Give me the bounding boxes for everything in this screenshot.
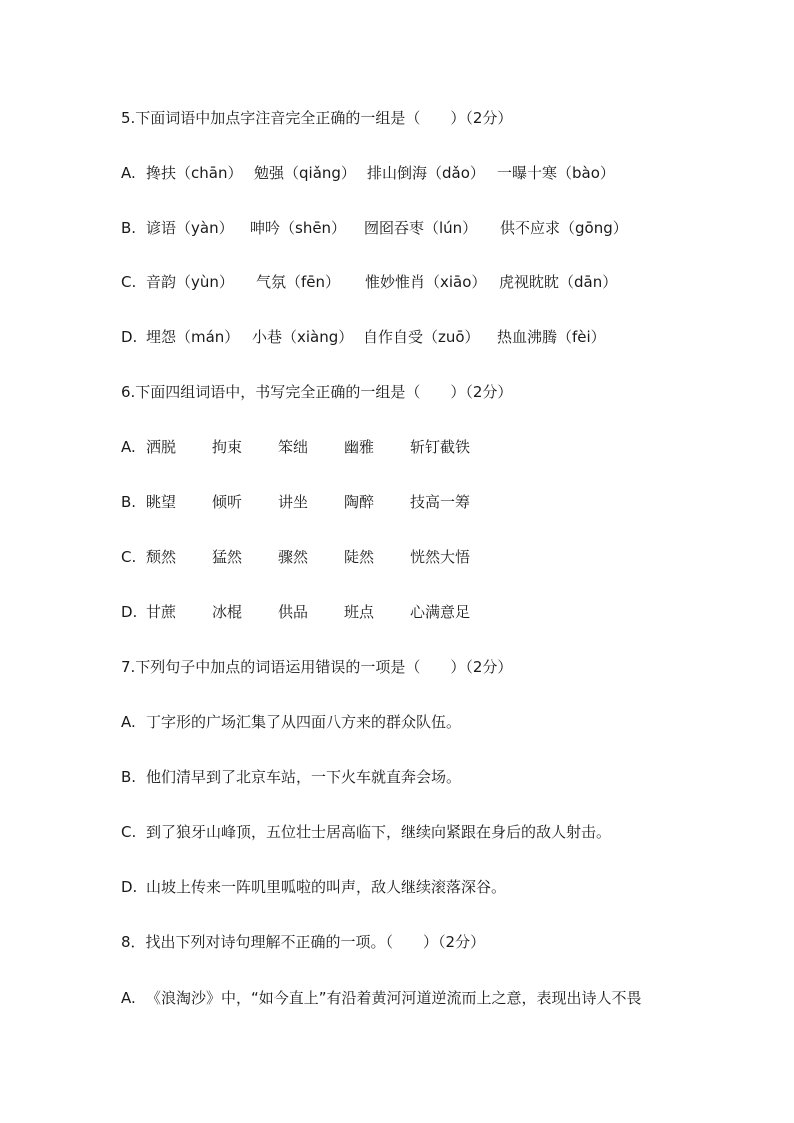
option-word: 气氛（fēn） (256, 273, 341, 291)
option-word: 拘束 (212, 438, 243, 456)
option-word: 勉强（qiǎng） (254, 164, 356, 182)
option-letter: B. (121, 768, 137, 786)
option-word: 虎视眈眈（dān） (499, 273, 618, 291)
question-8-stem: 8．找出下列对诗句理解不正确的一项。（ ）（2分） (121, 933, 486, 951)
option-sentence: 到了狼牙山峰顶，五位壮士居高临下，继续向紧跟在身后的敌人射击。 (146, 823, 612, 841)
option-letter: A. (121, 438, 136, 456)
option-word: 骤然 (278, 548, 309, 566)
option-word: 谚语（yàn） (146, 219, 234, 237)
question-6-stem: 6.下面四组词语中，书写完全正确的一组是（ ）（2分） (121, 383, 513, 401)
option-letter: A. (121, 989, 136, 1007)
option-word: 热血沸腾（fèi） (497, 328, 606, 346)
option-letter: D. (121, 878, 138, 896)
option-letter: A. (121, 164, 136, 182)
option-word: 倾听 (212, 493, 243, 511)
option-letter: C. (121, 273, 137, 291)
option-word: 眺望 (146, 493, 177, 511)
option-letter: B. (121, 219, 137, 237)
option-sentence: 他们清早到了北京车站，一下火车就直奔会场。 (146, 768, 462, 786)
option-word: 呻吟（shēn） (250, 219, 347, 237)
option-word: 猛然 (212, 548, 243, 566)
option-word: 陡然 (344, 548, 375, 566)
option-word: 供品 (278, 603, 309, 621)
option-word: 技高一筹 (410, 493, 471, 511)
option-word: 洒脱 (146, 438, 177, 456)
option-word: 陶醉 (344, 493, 375, 511)
option-word: 排山倒海（dǎo） (367, 164, 485, 182)
option-word: 搀扶（chān） (146, 164, 243, 182)
option-word: 甘蔗 (146, 603, 177, 621)
option-word: 颓然 (146, 548, 177, 566)
option-letter: A. (121, 713, 136, 731)
option-word: 囫囵吞枣（lún） (364, 219, 478, 237)
question-5-stem: 5.下面词语中加点字注音完全正确的一组是（ ）（2分） (121, 109, 513, 127)
option-letter: D. (121, 603, 138, 621)
option-word: 讲坐 (278, 493, 309, 511)
option-word: 音韵（yùn） (146, 273, 234, 291)
option-word: 惟妙惟肖（xiāo） (365, 273, 487, 291)
option-letter: B. (121, 493, 137, 511)
option-word: 幽雅 (344, 438, 375, 456)
option-word: 自作自受（zuō） (363, 328, 480, 346)
option-word: 埋怨（mán） (146, 328, 240, 346)
option-letter: C. (121, 548, 137, 566)
option-word: 心满意足 (410, 603, 471, 621)
option-word: 恍然大悟 (410, 548, 471, 566)
option-word: 斩钉截铁 (410, 438, 471, 456)
option-word: 笨绌 (278, 438, 309, 456)
option-word: 一曝十寒（bào） (497, 164, 615, 182)
question-7-stem: 7.下列句子中加点的词语运用错误的一项是（ ）（2分） (121, 658, 513, 676)
option-sentence: 山坡上传来一阵叽里呱啦的叫声，敌人继续滚落深谷。 (146, 878, 507, 896)
option-word: 供不应求（gōng） (500, 219, 628, 237)
option-word: 小巷（xiàng） (252, 328, 354, 346)
option-word: 班点 (344, 603, 375, 621)
option-letter: D. (121, 328, 138, 346)
option-letter: C. (121, 823, 137, 841)
option-sentence: 《浪淘沙》中，“如今直上”有沿着黄河河道逆流而上之意，表现出诗人不畏 (146, 989, 642, 1007)
option-sentence: 丁字形的广场汇集了从四面八方来的群众队伍。 (146, 713, 462, 731)
option-word: 冰棍 (212, 603, 243, 621)
